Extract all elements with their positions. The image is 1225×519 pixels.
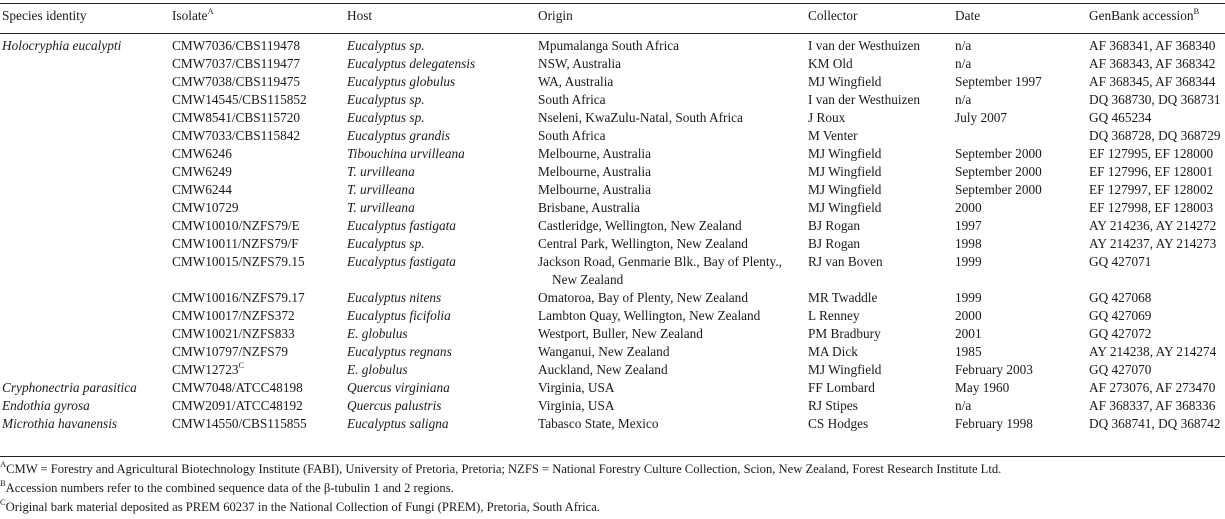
cell-host: Eucalyptus delegatensis [347, 56, 476, 71]
cell-date: 1997 [955, 218, 982, 233]
cell-origin: Tabasco State, Mexico [538, 416, 659, 431]
table-row [0, 343, 1225, 361]
cell-isolate: CMW10010/NZFS79/E [172, 218, 300, 233]
cell-isolate: CMW7048/ATCC48198 [172, 380, 303, 395]
cell-host: Eucalyptus regnans [347, 344, 452, 359]
cell-origin: Jackson Road, Genmarie Blk., Bay of Plenty., New Zealand [538, 254, 782, 287]
cell-isolate: CMW6244 [172, 182, 232, 197]
cell-date: September 2000 [955, 164, 1042, 179]
cell-host: Tibouchina urvilleana [347, 146, 465, 161]
cell-origin: Melbourne, Australia [538, 164, 651, 179]
table-footnotes [0, 460, 1225, 517]
cell-collector: I van der Westhuizen [808, 92, 921, 107]
cell-isolate: $CMW12723^C$ [172, 359, 245, 377]
table-row [0, 163, 1225, 181]
cell-date: n/a [955, 92, 972, 107]
cell-origin: Virginia, USA [538, 380, 615, 395]
table-row [0, 109, 1225, 127]
cell-isolate: CMW7038/CBS119475 [172, 74, 301, 89]
table-row [0, 235, 1225, 253]
cell-genbank: AF 273076, AF 273470 [1089, 380, 1216, 395]
table-row [0, 325, 1225, 343]
cell-collector: PM Bradbury [808, 326, 881, 341]
cell-collector: KM Old [808, 56, 853, 71]
cell-date: n/a [955, 56, 972, 71]
cell-origin: Central Park, Wellington, New Zealand [538, 236, 748, 251]
cell-date: 2001 [955, 326, 982, 341]
cell-species: Cryphonectria parasitica [2, 380, 137, 395]
table-header [0, 7, 1225, 27]
cell-host: Eucalyptus sp. [347, 38, 425, 53]
cell-isolate: CMW10011/NZFS79/F [172, 236, 299, 251]
cell-origin: Brisbane, Australia [538, 200, 640, 215]
footnote-text: Original bark material deposited as PREM 60237 in the National Collection of Fungi (PREM), Pretoria, South Africa. [5, 500, 600, 514]
footnote-mark: C [0, 496, 6, 507]
cell-origin: Wanganui, New Zealand [538, 344, 670, 359]
cell-origin: NSW, Australia [538, 56, 621, 71]
cell-host: Eucalyptus ficifolia [347, 308, 451, 323]
cell-date: February 1998 [955, 416, 1033, 431]
cell-genbank: DQ 368728, DQ 368729 [1089, 128, 1221, 143]
cell-collector: M Venter [808, 128, 858, 143]
footnote [0, 479, 1225, 498]
cell-genbank: AF 368345, AF 368344 [1089, 74, 1216, 89]
cell-genbank: AY 214238, AY 214274 [1089, 344, 1217, 359]
table-row [0, 289, 1225, 307]
header-genbank: GenBank accession$^B$ [1089, 5, 1200, 23]
cell-host: E. globulus [347, 362, 408, 377]
table-row [0, 199, 1225, 217]
cell-collector: L Renney [808, 308, 860, 323]
cell-origin: Westport, Buller, New Zealand [538, 326, 703, 341]
cell-genbank: EF 127995, EF 128000 [1089, 146, 1214, 161]
cell-date: 1998 [955, 236, 982, 251]
cell-isolate: CMW6249 [172, 164, 232, 179]
cell-genbank: GQ 427071 [1089, 254, 1152, 269]
table-row [0, 181, 1225, 199]
cell-date: September 2000 [955, 146, 1042, 161]
cell-origin: Virginia, USA [538, 398, 615, 413]
cell-genbank: GQ 427068 [1089, 290, 1152, 305]
cell-origin: Omatoroa, Bay of Plenty, New Zealand [538, 290, 748, 305]
table-row [0, 397, 1225, 415]
cell-collector: MJ Wingfield [808, 146, 882, 161]
cell-collector: MJ Wingfield [808, 164, 882, 179]
cell-date: 2000 [955, 200, 982, 215]
cell-date: 2000 [955, 308, 982, 323]
header-isolate: Isolate$^A$ [172, 5, 214, 23]
cell-genbank: EF 127997, EF 128002 [1089, 182, 1214, 197]
cell-genbank: AF 368337, AF 368336 [1089, 398, 1216, 413]
cell-date: n/a [955, 38, 972, 53]
header-species: Species identity [2, 8, 87, 23]
cell-isolate: CMW14545/CBS115852 [172, 92, 307, 107]
table-row [0, 307, 1225, 325]
table-row [0, 145, 1225, 163]
cell-collector: MJ Wingfield [808, 200, 882, 215]
cell-genbank: GQ 427070 [1089, 362, 1152, 377]
cell-genbank: GQ 427072 [1089, 326, 1152, 341]
cell-origin: Nseleni, KwaZulu-Natal, South Africa [538, 110, 743, 125]
cell-host: E. globulus [347, 326, 408, 341]
table-row [0, 217, 1225, 235]
cell-collector: CS Hodges [808, 416, 869, 431]
table-row [0, 55, 1225, 73]
footnote [0, 460, 1225, 479]
cell-host: Eucalyptus saligna [347, 416, 449, 431]
cell-collector: I van der Westhuizen [808, 38, 921, 53]
cell-host: Eucalyptus nitens [347, 290, 442, 305]
cell-isolate: CMW8541/CBS115720 [172, 110, 301, 125]
cell-origin: Melbourne, Australia [538, 146, 651, 161]
cell-collector: BJ Rogan [808, 218, 861, 233]
cell-date: September 1997 [955, 74, 1042, 89]
cell-host: Quercus palustris [347, 398, 442, 413]
cell-date: 1985 [955, 344, 982, 359]
cell-collector: MJ Wingfield [808, 182, 882, 197]
cell-origin: Lambton Quay, Wellington, New Zealand [538, 308, 761, 323]
cell-date: 1999 [955, 254, 982, 269]
cell-species: Microthia havanensis [2, 416, 118, 431]
cell-date: May 1960 [955, 380, 1010, 395]
header-origin: Origin [538, 8, 573, 23]
cell-genbank: EF 127998, EF 128003 [1089, 200, 1214, 215]
cell-host: Eucalyptus globulus [347, 74, 456, 89]
cell-date: February 2003 [955, 362, 1033, 377]
cell-date: July 2007 [955, 110, 1008, 125]
cell-isolate: CMW10021/NZFS833 [172, 326, 295, 341]
cell-species: Endothia gyrosa [2, 398, 90, 413]
cell-origin: Auckland, New Zealand [538, 362, 668, 377]
cell-origin: Castleridge, Wellington, New Zealand [538, 218, 742, 233]
cell-collector: MJ Wingfield [808, 362, 882, 377]
cell-origin: WA, Australia [538, 74, 614, 89]
header-date: Date [955, 8, 981, 23]
table-row [0, 253, 1225, 289]
table-row [0, 361, 1225, 379]
cell-host: T. urvilleana [347, 200, 415, 215]
table-row [0, 73, 1225, 91]
table-row [0, 37, 1225, 55]
cell-genbank: AY 214237, AY 214273 [1089, 236, 1217, 251]
cell-collector: BJ Rogan [808, 236, 861, 251]
footnote-mark: B [0, 477, 6, 488]
cell-host: Eucalyptus fastigata [347, 218, 456, 233]
table-row [0, 379, 1225, 397]
cell-collector: MA Dick [808, 344, 858, 359]
cell-isolate: CMW10797/NZFS79 [172, 344, 288, 359]
cell-origin: South Africa [538, 92, 606, 107]
cell-host: T. urvilleana [347, 164, 415, 179]
cell-isolate: CMW7033/CBS115842 [172, 128, 301, 143]
cell-isolate: CMW14550/CBS115855 [172, 416, 307, 431]
cell-collector: RJ Stipes [808, 398, 858, 413]
footnote-text: CMW = Forestry and Agricultural Biotechnology Institute (FABI), University of Pretoria, Pretoria; NZFS = National Forestry Culture Collection, Scion, New Zealand, Forest Research Institute Ltd. [6, 462, 1002, 476]
cell-host: Eucalyptus sp. [347, 92, 425, 107]
cell-species: Holocryphia eucalypti [2, 38, 122, 53]
footnote [0, 498, 1225, 517]
cell-isolate: CMW7037/CBS119477 [172, 56, 301, 71]
table-bottom-rule [0, 456, 1225, 457]
cell-genbank: AF 368341, AF 368340 [1089, 38, 1216, 53]
cell-host: Eucalyptus sp. [347, 236, 425, 251]
cell-isolate: CMW10015/NZFS79.15 [172, 254, 305, 269]
cell-isolate: CMW10017/NZFS372 [172, 308, 295, 323]
cell-origin: Melbourne, Australia [538, 182, 651, 197]
cell-isolate: CMW2091/ATCC48192 [172, 398, 303, 413]
cell-collector: FF Lombard [808, 380, 875, 395]
cell-host: Eucalyptus fastigata [347, 254, 456, 269]
table-top-rule [0, 3, 1225, 4]
cell-genbank: AF 368343, AF 368342 [1089, 56, 1216, 71]
cell-date: n/a [955, 398, 972, 413]
footnote-mark: A [0, 458, 7, 469]
cell-isolate: CMW6246 [172, 146, 232, 161]
cell-genbank: GQ 427069 [1089, 308, 1152, 323]
cell-collector: RJ van Boven [808, 254, 883, 269]
table-row [0, 127, 1225, 145]
cell-host: Eucalyptus sp. [347, 110, 425, 125]
cell-collector: J Roux [808, 110, 846, 125]
cell-date: September 2000 [955, 182, 1042, 197]
cell-genbank: GQ 465234 [1089, 110, 1152, 125]
table-body [0, 37, 1225, 433]
cell-host: T. urvilleana [347, 182, 415, 197]
table-row [0, 91, 1225, 109]
cell-genbank: DQ 368730, DQ 368731 [1089, 92, 1221, 107]
cell-collector: MJ Wingfield [808, 74, 882, 89]
cell-genbank: AY 214236, AY 214272 [1089, 218, 1217, 233]
table-row [0, 415, 1225, 433]
cell-origin: South Africa [538, 128, 606, 143]
cell-collector: MR Twaddle [808, 290, 878, 305]
cell-isolate: CMW7036/CBS119478 [172, 38, 301, 53]
footnote-text: Accession numbers refer to the combined sequence data of the β-tubulin 1 and 2 regions. [5, 481, 454, 495]
cell-isolate: CMW10016/NZFS79.17 [172, 290, 305, 305]
cell-genbank: EF 127996, EF 128001 [1089, 164, 1214, 179]
cell-host: Eucalyptus grandis [347, 128, 451, 143]
cell-origin: Mpumalanga South Africa [538, 38, 680, 53]
cell-genbank: DQ 368741, DQ 368742 [1089, 416, 1221, 431]
cell-host: Quercus virginiana [347, 380, 450, 395]
table-header-rule [0, 33, 1225, 34]
cell-date: 1999 [955, 290, 982, 305]
cell-isolate: CMW10729 [172, 200, 239, 215]
header-host: Host [347, 8, 373, 23]
header-collector: Collector [808, 8, 858, 23]
